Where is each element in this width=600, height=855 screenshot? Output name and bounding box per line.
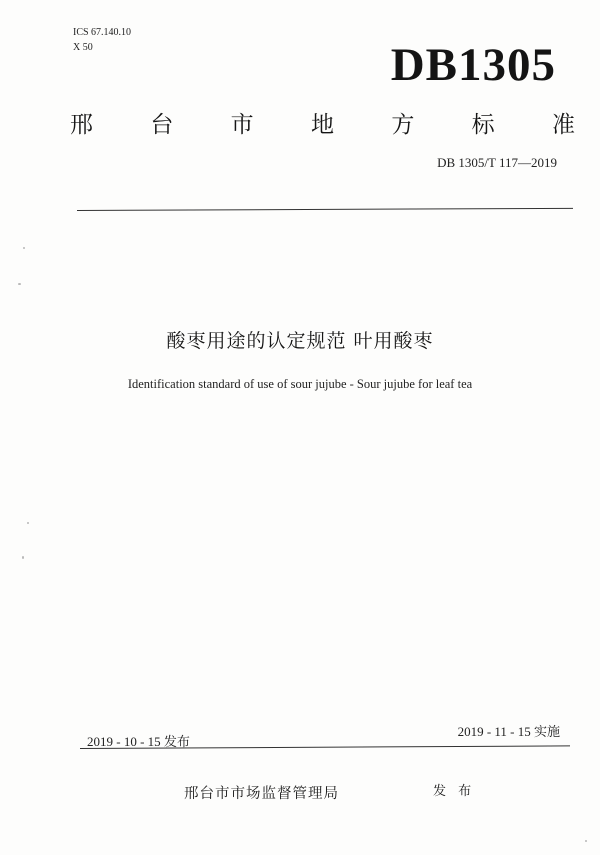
standard-type-char: 邢 — [70, 112, 93, 138]
implementation-date: 2019 - 11 - 15 实施 — [457, 724, 560, 739]
standard-type-char: 市 — [230, 112, 254, 138]
standard-type-char: 台 — [150, 112, 174, 138]
title-chinese: 酸枣用途的认定规范 叶用酸枣 — [166, 330, 434, 352]
scan-speck — [18, 283, 21, 285]
standard-type-char: 地 — [310, 112, 334, 138]
classification-code: X 50 — [73, 42, 93, 53]
issue-label: 发 布 — [433, 784, 476, 799]
scan-speck — [23, 247, 25, 249]
standard-type-char: 准 — [551, 112, 575, 138]
standard-mark: DB1305 — [390, 39, 556, 91]
standard-number: DB 1305/T 117—2019 — [437, 155, 557, 170]
title-english: Identification standard of use of sour jujube - Sour jujube for leaf tea — [127, 377, 473, 391]
issuing-authority: 邢台市市场监督管理局 — [184, 786, 339, 802]
standard-type-char: 标 — [471, 112, 495, 138]
scan-speck — [22, 556, 24, 559]
standard-type-char: 方 — [391, 112, 415, 138]
standard-type — [70, 106, 575, 139]
scan-speck — [585, 840, 587, 842]
header-divider — [77, 208, 573, 211]
scan-speck — [27, 522, 29, 524]
ics-code: ICS 67.140.10 — [73, 27, 132, 38]
issue-date: 2019 - 10 - 15 发布 — [87, 734, 190, 749]
